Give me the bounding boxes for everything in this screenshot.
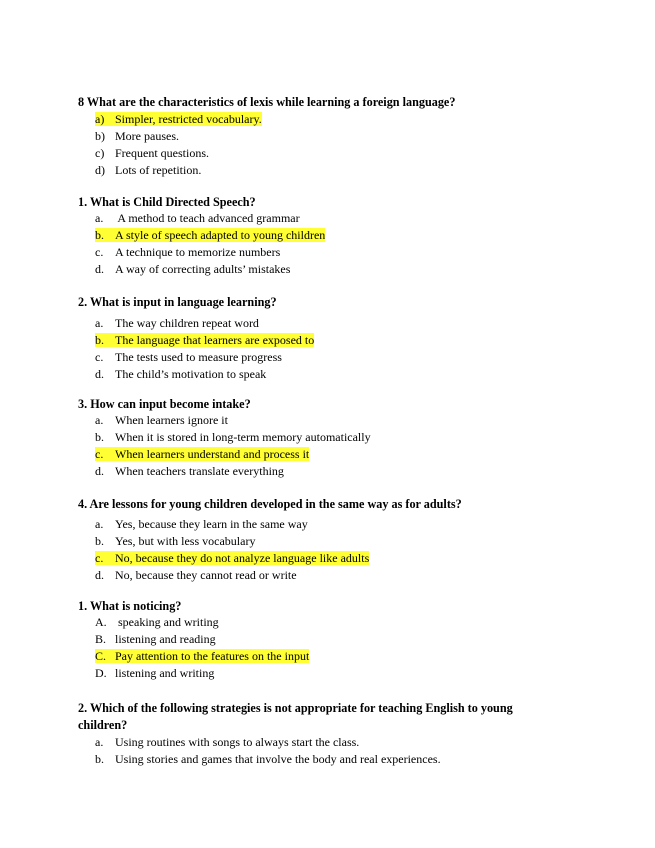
option-text: No, because they do not analyze language like adults — [115, 551, 370, 565]
option-text: Using routines with songs to always start the class. — [115, 735, 360, 749]
answer-option — [95, 227, 325, 244]
option-label: d. — [95, 464, 104, 478]
answer-options — [95, 516, 369, 584]
answer-option — [95, 315, 314, 332]
option-text: A technique to memorize numbers — [115, 245, 281, 259]
question-heading: 8 What are the characteristics of lexis while learning a foreign language? — [78, 95, 456, 109]
answer-text-wrap — [95, 413, 228, 427]
answer-option — [95, 614, 309, 631]
answer-text-wrap — [95, 752, 441, 766]
answer-option — [95, 463, 371, 480]
option-label: a) — [95, 112, 105, 126]
option-text: No, because they cannot read or write — [115, 568, 297, 582]
option-label: c. — [95, 245, 104, 259]
answer-option — [95, 631, 309, 648]
answer-text-wrap — [95, 245, 280, 259]
answer-text-wrap — [95, 163, 201, 177]
option-text: Pay attention to the features on the input — [115, 649, 310, 663]
answer-option — [95, 550, 369, 567]
option-text: The tests used to measure progress — [115, 350, 282, 364]
option-label: c. — [95, 350, 104, 364]
option-text: The way children repeat word — [115, 316, 259, 330]
answer-text-wrap — [95, 666, 214, 680]
option-label: b. — [95, 752, 104, 766]
answer-text-wrap — [95, 262, 290, 276]
option-text: Simpler, restricted vocabulary. — [115, 112, 262, 126]
answer-options — [95, 614, 309, 682]
answer-text-wrap — [95, 632, 216, 646]
option-label: a. — [95, 316, 104, 330]
answer-text-wrap — [95, 350, 282, 364]
option-text: When teachers translate everything — [115, 464, 284, 478]
answer-option — [95, 516, 369, 533]
answer-option — [95, 751, 441, 768]
answer-text-wrap — [95, 568, 297, 582]
option-label: A. — [95, 615, 107, 629]
option-text: Frequent questions. — [115, 146, 209, 160]
option-text: A way of correcting adults’ mistakes — [115, 262, 291, 276]
option-label: d. — [95, 262, 104, 276]
option-label: b) — [95, 129, 105, 143]
answer-option — [95, 412, 371, 429]
option-label: C. — [95, 649, 107, 663]
option-label: a. — [95, 517, 104, 531]
answer-text-wrap — [95, 534, 255, 548]
option-label: d. — [95, 367, 104, 381]
option-label: c) — [95, 146, 105, 160]
option-label: a. — [95, 413, 104, 427]
highlighted-answer — [95, 333, 314, 347]
option-text: A method to teach advanced grammar — [115, 211, 300, 225]
answer-text-wrap — [95, 316, 259, 330]
highlighted-answer — [95, 447, 309, 461]
option-text: Lots of repetition. — [115, 163, 202, 177]
option-label: b. — [95, 534, 104, 548]
option-text: More pauses. — [115, 129, 179, 143]
question-heading: 1. What is Child Directed Speech? — [78, 195, 256, 209]
answer-text-wrap — [95, 464, 284, 478]
answer-text-wrap — [95, 517, 308, 531]
question-heading: 4. Are lessons for young children developed in the same way as for adults? — [78, 497, 462, 511]
option-label: b. — [95, 228, 104, 242]
option-text: Yes, but with less vocabulary — [115, 534, 256, 548]
answer-option — [95, 145, 262, 162]
option-text: When it is stored in long-term memory automatically — [115, 430, 371, 444]
option-label: b. — [95, 333, 104, 347]
option-text: The child’s motivation to speak — [115, 367, 267, 381]
answer-option — [95, 734, 441, 751]
answer-option — [95, 332, 314, 349]
answer-text-wrap — [95, 129, 179, 143]
question-heading: 1. What is noticing? — [78, 599, 182, 613]
option-label: B. — [95, 632, 107, 646]
answer-option — [95, 128, 262, 145]
answer-option — [95, 665, 309, 682]
option-text: When learners understand and process it — [115, 447, 310, 461]
answer-option — [95, 261, 325, 278]
answer-option — [95, 111, 262, 128]
answer-option — [95, 349, 314, 366]
option-label: b. — [95, 430, 104, 444]
option-label: D. — [95, 666, 107, 680]
answer-text-wrap — [95, 367, 266, 381]
option-label: d) — [95, 163, 105, 177]
answer-options — [95, 734, 441, 768]
highlighted-answer — [95, 551, 369, 565]
question-heading: 2. What is input in language learning? — [78, 295, 277, 309]
answer-option — [95, 648, 309, 665]
option-text: A style of speech adapted to young children — [115, 228, 326, 242]
answer-option — [95, 533, 369, 550]
highlighted-answer — [95, 112, 262, 126]
option-label: d. — [95, 568, 104, 582]
option-text: listening and writing — [115, 666, 215, 680]
answer-text-wrap — [95, 211, 300, 225]
option-text: Yes, because they learn in the same way — [115, 517, 308, 531]
answer-options — [95, 412, 371, 480]
answer-option — [95, 429, 371, 446]
option-label: a. — [95, 211, 104, 225]
question-heading: 3. How can input become intake? — [78, 397, 251, 411]
answer-option — [95, 162, 262, 179]
answer-text-wrap — [95, 615, 219, 629]
option-text: When learners ignore it — [115, 413, 228, 427]
answer-option — [95, 210, 325, 227]
question-heading: 2. Which of the following strategies is not appropriate for teaching English to young children? — [78, 701, 513, 732]
highlighted-answer — [95, 649, 309, 663]
answer-option — [95, 446, 371, 463]
option-text: listening and reading — [115, 632, 216, 646]
answer-options — [95, 315, 314, 383]
answer-options — [95, 210, 325, 278]
option-text: The language that learners are exposed to — [115, 333, 315, 347]
answer-option — [95, 567, 369, 584]
answer-option — [95, 366, 314, 383]
option-label: c. — [95, 551, 104, 565]
answer-options — [95, 111, 262, 179]
option-text: Using stories and games that involve the body and real experiences. — [115, 752, 441, 766]
option-label: a. — [95, 735, 104, 749]
option-label: c. — [95, 447, 104, 461]
answer-text-wrap — [95, 146, 209, 160]
answer-text-wrap — [95, 735, 359, 749]
answer-option — [95, 244, 325, 261]
highlighted-answer — [95, 228, 325, 242]
option-text: speaking and writing — [115, 615, 219, 629]
answer-text-wrap — [95, 430, 371, 444]
